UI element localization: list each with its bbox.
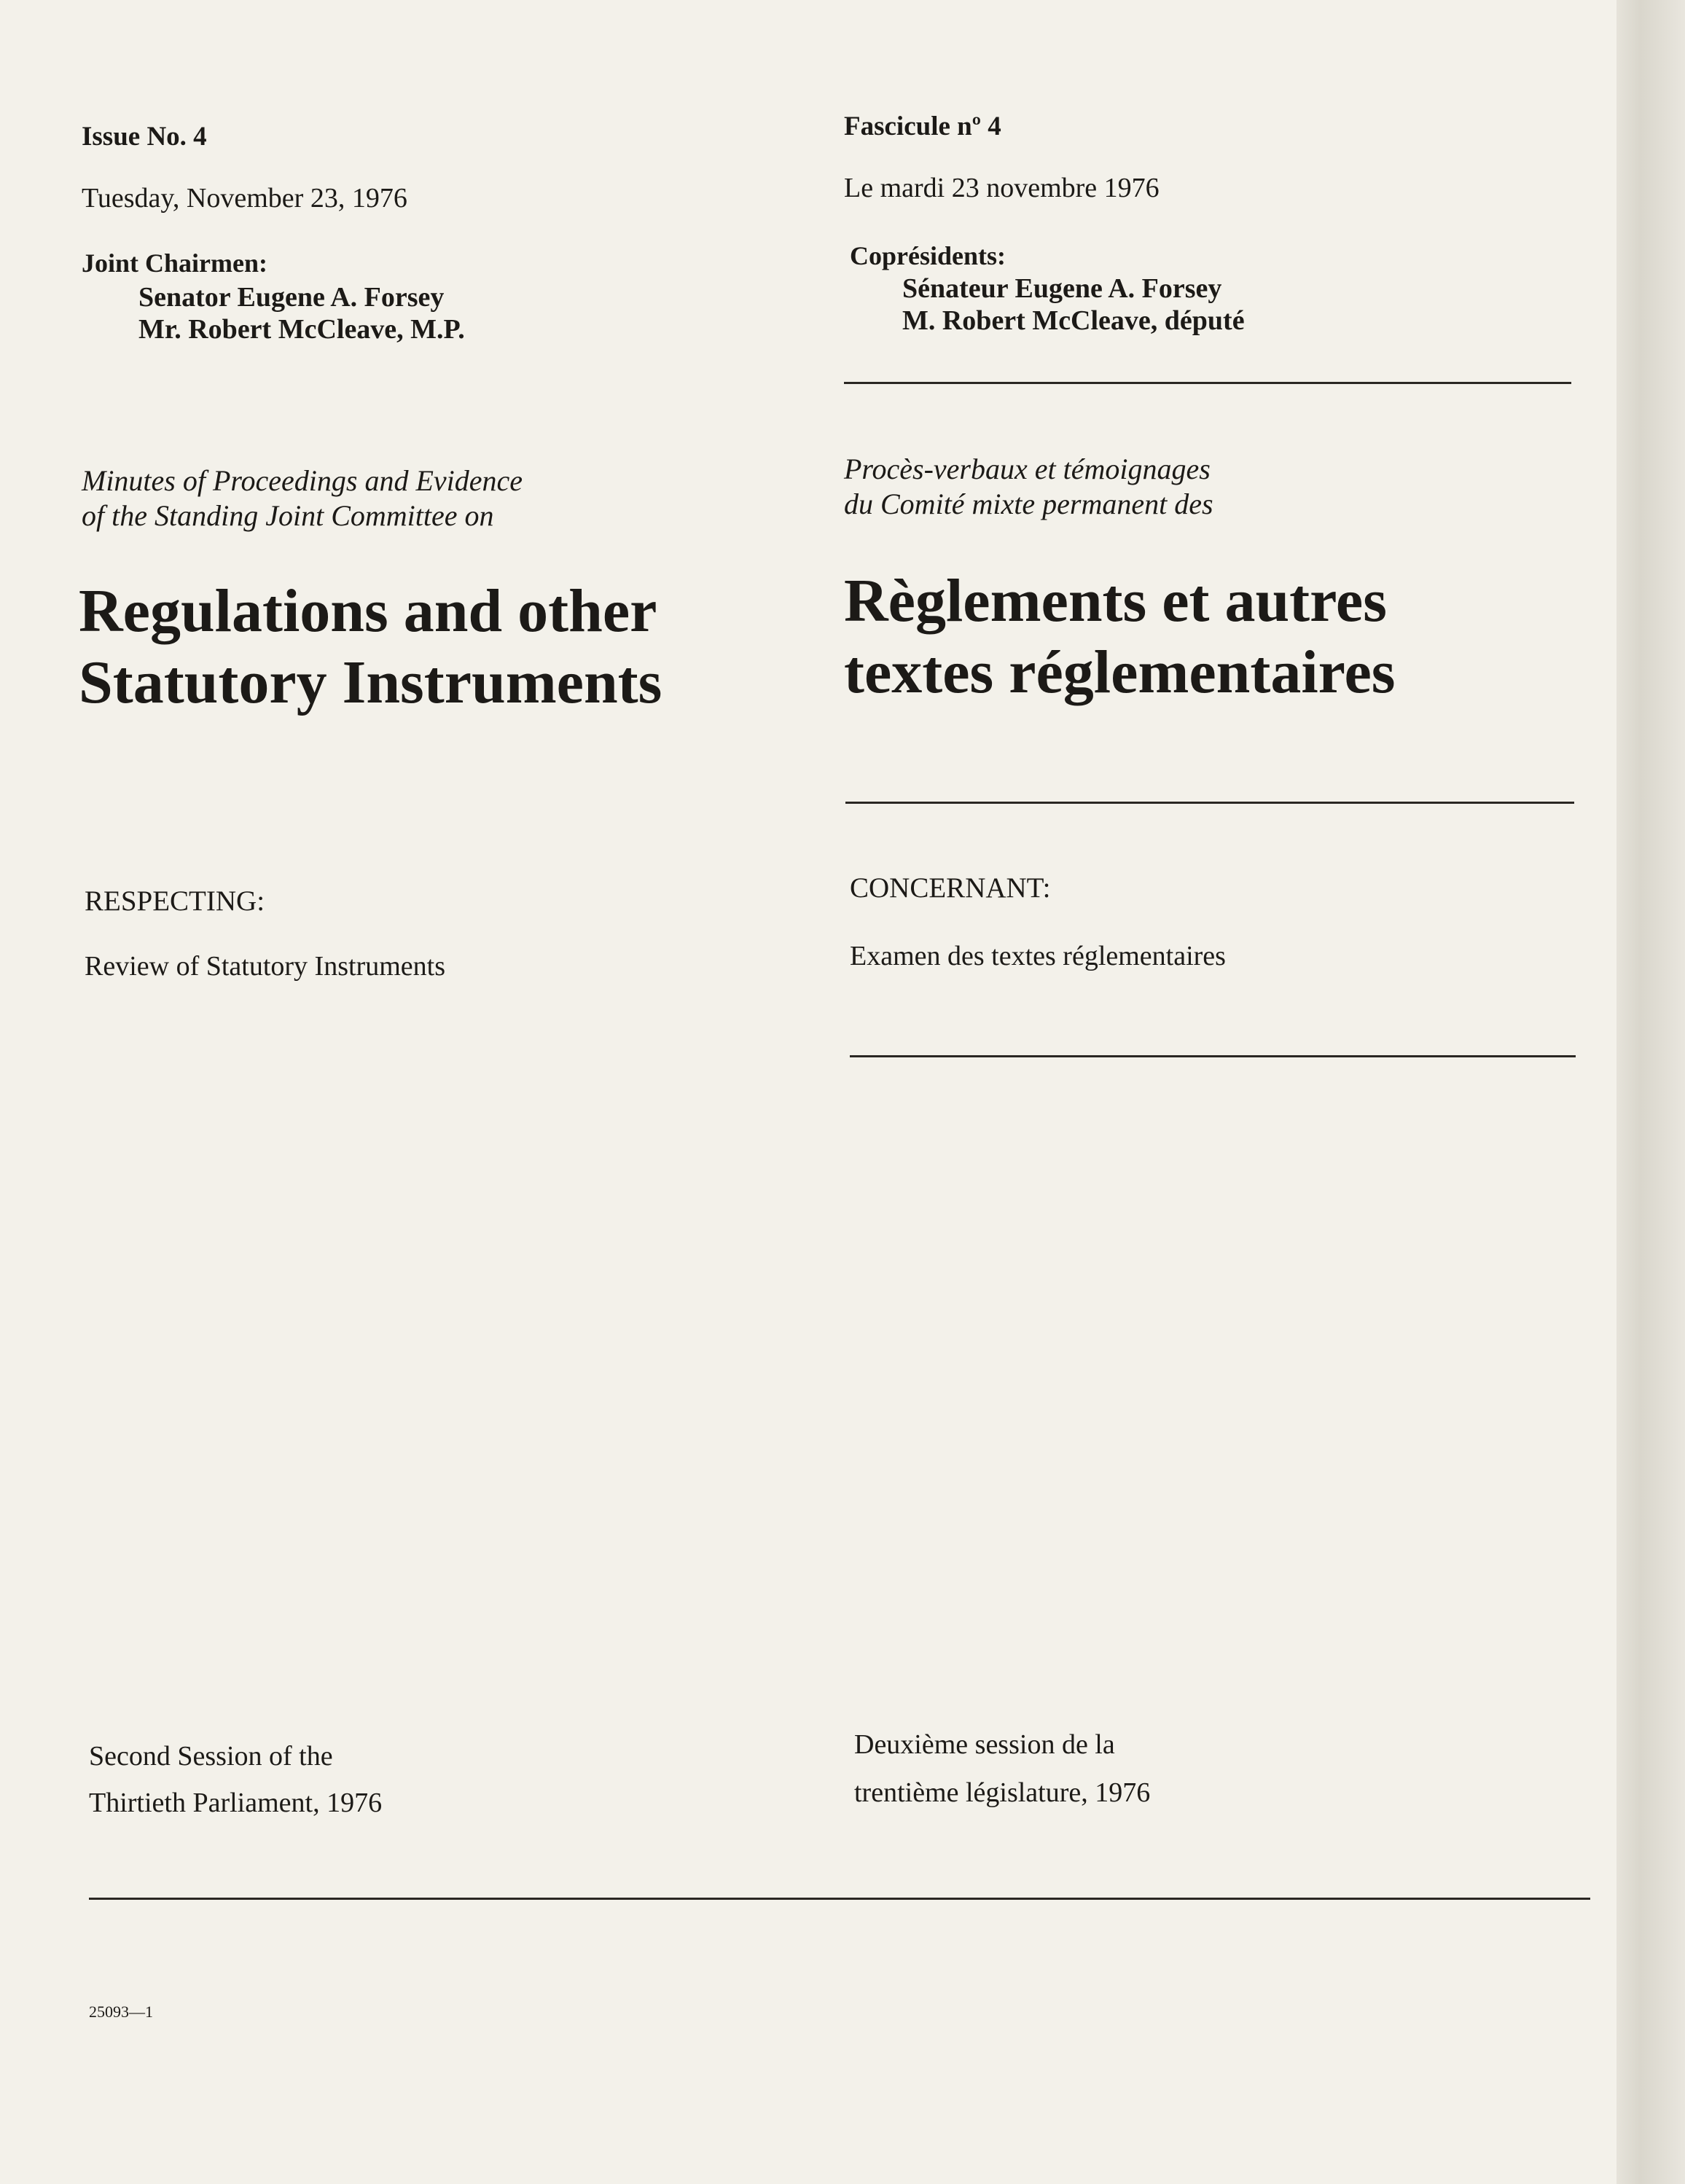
- committee-title-fr: textes réglementaires: [844, 638, 1396, 706]
- chairman-name-fr: Sénateur Eugene A. Forsey: [902, 273, 1222, 304]
- minutes-line-en: Minutes of Proceedings and Evidence: [82, 464, 523, 497]
- concernant-heading-fr: CONCERNANT:: [850, 872, 1051, 904]
- issue-number-en: Issue No. 4: [82, 122, 207, 152]
- committee-title-en: Regulations and other: [79, 577, 657, 645]
- session-line-en: Thirtieth Parliament, 1976: [89, 1788, 383, 1818]
- issue-date-fr: Le mardi 23 novembre 1976: [844, 173, 1160, 203]
- issue-date-en: Tuesday, November 23, 1976: [82, 183, 407, 214]
- chairmen-heading-en: Joint Chairmen:: [82, 248, 267, 278]
- chairman-name-en: Senator Eugene A. Forsey: [138, 282, 445, 313]
- respecting-item-en: Review of Statutory Instruments: [85, 951, 445, 982]
- chairman-name-en: Mr. Robert McCleave, M.P.: [138, 314, 465, 345]
- concernant-item-fr: Examen des textes réglementaires: [850, 941, 1226, 971]
- chairman-name-fr: M. Robert McCleave, député: [902, 305, 1245, 336]
- scan-page-edge: [1616, 0, 1685, 2184]
- minutes-line-en: of the Standing Joint Committee on: [82, 499, 494, 532]
- issue-number-fr: Fascicule nº 4: [844, 111, 1001, 141]
- committee-title-fr: Règlements et autres: [844, 567, 1387, 635]
- document-number: 25093—1: [89, 2003, 153, 2021]
- committee-title-en: Statutory Instruments: [79, 649, 662, 716]
- session-line-fr: Deuxième session de la: [854, 1729, 1115, 1760]
- minutes-line-fr: du Comité mixte permanent des: [844, 488, 1213, 520]
- divider-rule: [850, 1055, 1576, 1057]
- divider-rule: [845, 802, 1574, 804]
- chairmen-heading-fr: Coprésidents:: [850, 241, 1006, 270]
- divider-rule: [844, 382, 1571, 384]
- session-line-en: Second Session of the: [89, 1741, 333, 1772]
- bottom-divider-rule: [89, 1898, 1590, 1900]
- minutes-line-fr: Procès-verbaux et témoignages: [844, 453, 1211, 485]
- session-line-fr: trentième législature, 1976: [854, 1777, 1151, 1808]
- respecting-heading-en: RESPECTING:: [85, 885, 265, 917]
